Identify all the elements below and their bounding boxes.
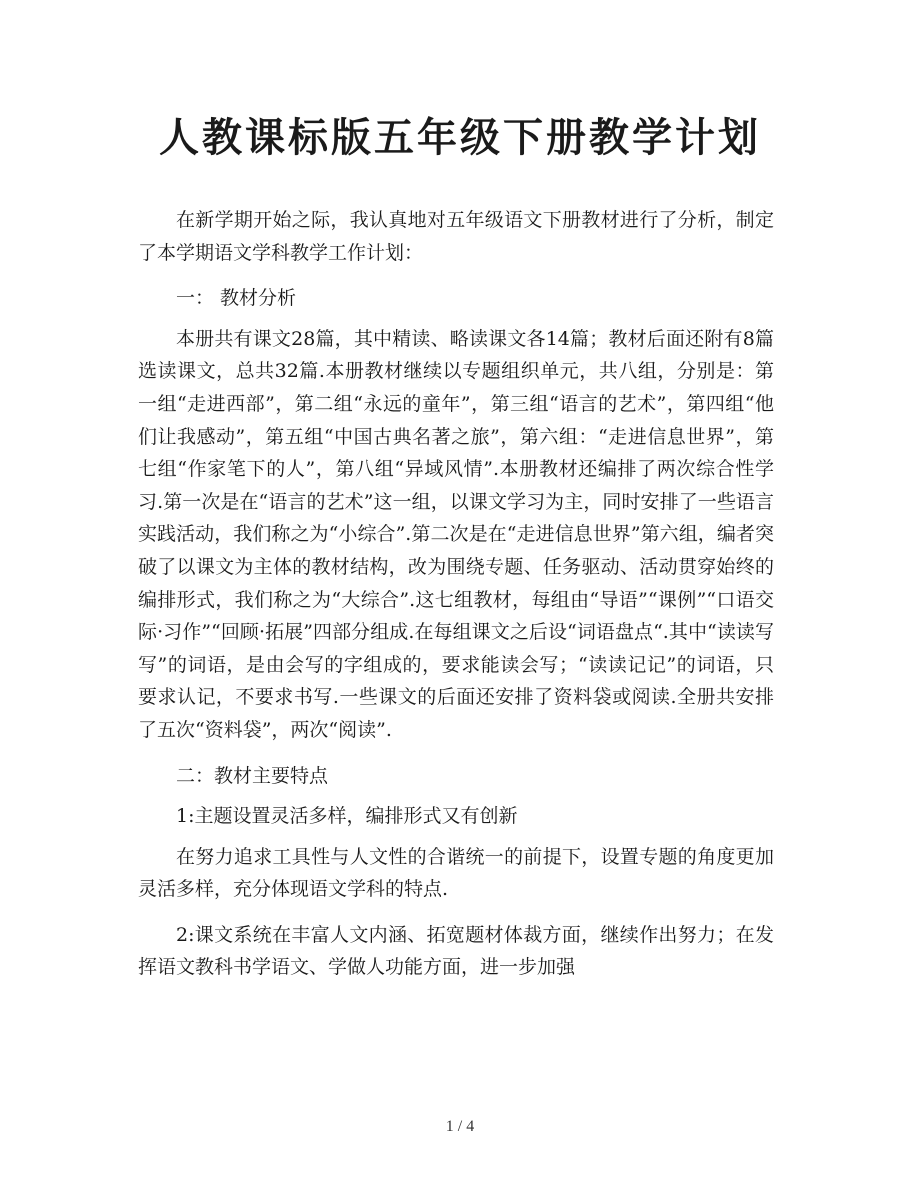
feature-1-paragraph: 在努力追求工具性与人文性的合谐统一的前提下，设置专题的角度更加灵活多样，充分体现语文学科的特点. [138,845,774,901]
document-body [138,204,774,997]
section-heading-main-features: 二：教材主要特点 [176,764,329,787]
document-title: 人教课标版五年级下册教学计划 [159,115,761,161]
feature-1-heading: 1:主题设置灵活多样，编排形式又有创新 [176,805,518,828]
page-number: 1 / 4 [445,1118,475,1135]
intro-paragraph: 在新学期开始之际，我认真地对五年级语文下册教材进行了分析，制定了本学期语文学科教学工作计划： [138,209,774,264]
feature-2-paragraph: 2:课文系统在丰富人文内涵、拓宽题材体裁方面，继续作出努力；在发挥语文教科书学语文、学做人功能方面，进一步加强 [138,923,774,979]
textbook-analysis-paragraph: 本册共有课文28篇，其中精读、略读课文各14篇；教材后面还附有8篇选读课文，总共32篇.本册教材继续以专题组织单元，共八组，分别是：第一组“走进西部”，第二组“永远的童年”，第三组“语言的艺术”，第四组“他们让我感动”，第五组“中国古典名著之旅”，第六组：“走进信息世界”，第七组“作家笔下的人”，第八组“异域风情”.本册教材还编排了两次综合性学习.第一次是在“语言的艺术”这一组，以课文学习为主，同时安排了一些语言实践活动，我们称之为“小综合”.第二次是在“走进信息世界”第六组，编者突破了以课文为主体的教材结构，改为围绕专题、任务驱动、活动贯穿始终的编排形式，我们称之为“大综合”.这七组教材，每组由“导语”“课例”“口语交际·习作”“回顾·拓展”四部分组成.在每组课文之后设“词语盘点“.其中“读读写写”的词语，是由会写的字组成的，要求能读会写；“读读记记”的词语，只要求认记，不要求书写.一些课文的后面还安排了资料袋或阅读.全册共安排了五次“资料袋”，两次“阅读”. [138,327,774,741]
section-heading-textbook-analysis: 一： 教材分析 [176,287,297,310]
